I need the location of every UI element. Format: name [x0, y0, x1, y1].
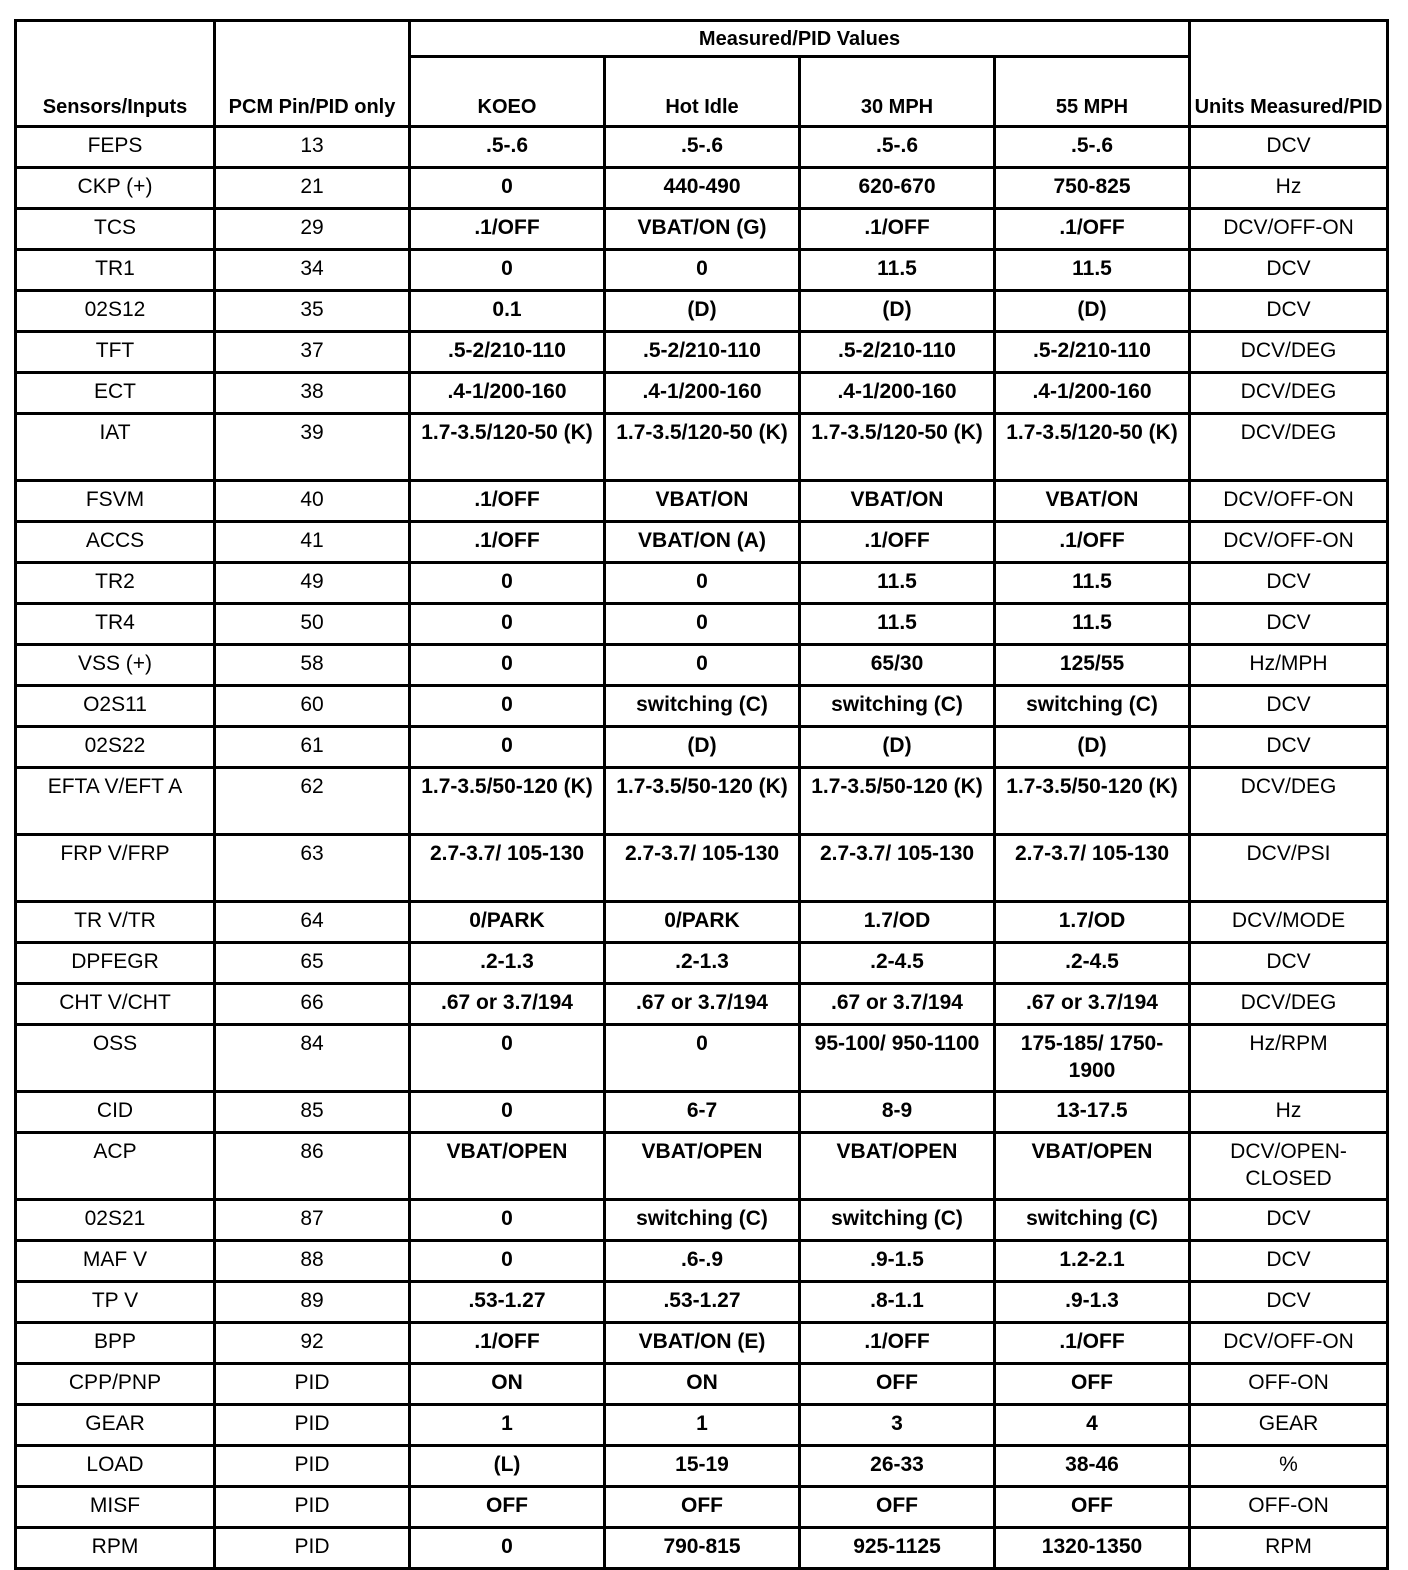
units-cell: RPM: [1190, 1528, 1388, 1569]
units-cell: Hz/MPH: [1190, 645, 1388, 686]
pcm-pin-cell: 89: [215, 1282, 410, 1323]
mph55-value: .1/OFF: [995, 1323, 1190, 1364]
koeo-value: 0: [410, 1200, 605, 1241]
units-cell: OFF-ON: [1190, 1364, 1388, 1405]
hot-idle-value: (D): [605, 727, 800, 768]
mph55-value: 11.5: [995, 250, 1190, 291]
pcm-pin-cell: 39: [215, 414, 410, 481]
mph30-value: 26-33: [800, 1446, 995, 1487]
mph30-value: (D): [800, 727, 995, 768]
table-row: [16, 1405, 1388, 1446]
mph30-value: 620-670: [800, 168, 995, 209]
sensor-cell: 02S12: [16, 291, 215, 332]
pcm-pin-cell: 21: [215, 168, 410, 209]
sensor-cell: GEAR: [16, 1405, 215, 1446]
mph55-value: .1/OFF: [995, 209, 1190, 250]
koeo-value: .1/OFF: [410, 481, 605, 522]
koeo-value: 1.7-3.5/50-120 (K): [410, 768, 605, 835]
mph30-value: VBAT/OPEN: [800, 1133, 995, 1200]
sensor-cell: TR4: [16, 604, 215, 645]
mph55-value: VBAT/OPEN: [995, 1133, 1190, 1200]
header-koeo: KOEO: [410, 57, 605, 127]
mph55-value: 13-17.5: [995, 1092, 1190, 1133]
sensor-cell: CID: [16, 1092, 215, 1133]
koeo-value: 0: [410, 645, 605, 686]
units-cell: DCV: [1190, 686, 1388, 727]
table-row: [16, 522, 1388, 563]
sensor-cell: TP V: [16, 1282, 215, 1323]
mph55-value: .9-1.3: [995, 1282, 1190, 1323]
header-units-measured: Units Measured/PID: [1190, 21, 1388, 127]
mph30-value: .5-2/210-110: [800, 332, 995, 373]
sensor-cell: OSS: [16, 1025, 215, 1092]
mph30-value: 1.7/OD: [800, 902, 995, 943]
units-cell: DCV/DEG: [1190, 414, 1388, 481]
mph30-value: 8-9: [800, 1092, 995, 1133]
pcm-pin-cell: 87: [215, 1200, 410, 1241]
pcm-pin-cell: 35: [215, 291, 410, 332]
mph55-value: .5-.6: [995, 127, 1190, 168]
mph55-value: 750-825: [995, 168, 1190, 209]
table-row: [16, 1282, 1388, 1323]
koeo-value: .4-1/200-160: [410, 373, 605, 414]
koeo-value: 1.7-3.5/120-50 (K): [410, 414, 605, 481]
units-cell: DCV/DEG: [1190, 332, 1388, 373]
mph55-value: .1/OFF: [995, 522, 1190, 563]
table-row: [16, 943, 1388, 984]
mph30-value: switching (C): [800, 1200, 995, 1241]
hot-idle-value: 0: [605, 1025, 800, 1092]
units-cell: DCV: [1190, 1282, 1388, 1323]
pcm-pin-cell: 88: [215, 1241, 410, 1282]
pcm-pin-cell: 65: [215, 943, 410, 984]
koeo-value: 0: [410, 250, 605, 291]
koeo-value: 0: [410, 1241, 605, 1282]
hot-idle-value: .5-.6: [605, 127, 800, 168]
units-cell: DCV: [1190, 250, 1388, 291]
pcm-pin-cell: PID: [215, 1364, 410, 1405]
sensor-cell: TCS: [16, 209, 215, 250]
table-row: [16, 1323, 1388, 1364]
hot-idle-value: 1.7-3.5/50-120 (K): [605, 768, 800, 835]
mph30-value: .4-1/200-160: [800, 373, 995, 414]
units-cell: DCV: [1190, 943, 1388, 984]
sensor-cell: 02S22: [16, 727, 215, 768]
units-cell: DCV/OFF-ON: [1190, 1323, 1388, 1364]
mph30-value: 95-100/ 950-1100: [800, 1025, 995, 1092]
hot-idle-value: 440-490: [605, 168, 800, 209]
table-row: [16, 727, 1388, 768]
hot-idle-value: 15-19: [605, 1446, 800, 1487]
sensor-cell: CHT V/CHT: [16, 984, 215, 1025]
sensor-cell: ACP: [16, 1133, 215, 1200]
table-row: [16, 1364, 1388, 1405]
sensor-cell: LOAD: [16, 1446, 215, 1487]
pcm-pin-cell: PID: [215, 1405, 410, 1446]
hot-idle-value: 1.7-3.5/120-50 (K): [605, 414, 800, 481]
pid-values-table: [14, 19, 1389, 1570]
mph55-value: 11.5: [995, 563, 1190, 604]
hot-idle-value: switching (C): [605, 686, 800, 727]
koeo-value: .5-.6: [410, 127, 605, 168]
koeo-value: 0: [410, 727, 605, 768]
table-row: [16, 209, 1388, 250]
table-row: [16, 332, 1388, 373]
table-row: [16, 604, 1388, 645]
sensor-cell: TR2: [16, 563, 215, 604]
koeo-value: 0: [410, 563, 605, 604]
mph30-value: 11.5: [800, 604, 995, 645]
koeo-value: .67 or 3.7/194: [410, 984, 605, 1025]
units-cell: DCV: [1190, 563, 1388, 604]
sensor-cell: FEPS: [16, 127, 215, 168]
table-row: [16, 250, 1388, 291]
mph30-value: 3: [800, 1405, 995, 1446]
koeo-value: 0: [410, 686, 605, 727]
header-measured-pid-values: Measured/PID Values: [410, 21, 1190, 57]
pcm-pin-cell: 62: [215, 768, 410, 835]
koeo-value: (L): [410, 1446, 605, 1487]
mph30-value: .2-4.5: [800, 943, 995, 984]
hot-idle-value: (D): [605, 291, 800, 332]
table-row: [16, 1241, 1388, 1282]
mph30-value: .1/OFF: [800, 209, 995, 250]
table-row: [16, 414, 1388, 481]
hot-idle-value: ON: [605, 1364, 800, 1405]
koeo-value: 0: [410, 604, 605, 645]
table-row: [16, 563, 1388, 604]
mph55-value: .2-4.5: [995, 943, 1190, 984]
sensor-cell: O2S11: [16, 686, 215, 727]
table-row: [16, 127, 1388, 168]
table-row: [16, 835, 1388, 902]
mph55-value: OFF: [995, 1487, 1190, 1528]
mph55-value: 2.7-3.7/ 105-130: [995, 835, 1190, 902]
pcm-pin-cell: 29: [215, 209, 410, 250]
sensor-cell: FRP V/FRP: [16, 835, 215, 902]
mph55-value: 1320-1350: [995, 1528, 1190, 1569]
koeo-value: .1/OFF: [410, 209, 605, 250]
sensor-cell: IAT: [16, 414, 215, 481]
units-cell: Hz/RPM: [1190, 1025, 1388, 1092]
units-cell: Hz: [1190, 1092, 1388, 1133]
hot-idle-value: 6-7: [605, 1092, 800, 1133]
sensor-cell: 02S21: [16, 1200, 215, 1241]
units-cell: %: [1190, 1446, 1388, 1487]
table-row: [16, 1025, 1388, 1092]
hot-idle-value: 790-815: [605, 1528, 800, 1569]
mph55-value: .5-2/210-110: [995, 332, 1190, 373]
units-cell: DCV: [1190, 604, 1388, 645]
pcm-pin-cell: PID: [215, 1446, 410, 1487]
units-cell: DCV/DEG: [1190, 984, 1388, 1025]
mph30-value: (D): [800, 291, 995, 332]
hot-idle-value: VBAT/ON (G): [605, 209, 800, 250]
table-row: [16, 373, 1388, 414]
hot-idle-value: .6-.9: [605, 1241, 800, 1282]
koeo-value: 0: [410, 1025, 605, 1092]
header-30-mph: 30 MPH: [800, 57, 995, 127]
mph30-value: .9-1.5: [800, 1241, 995, 1282]
mph30-value: .8-1.1: [800, 1282, 995, 1323]
mph55-value: 11.5: [995, 604, 1190, 645]
hot-idle-value: 0: [605, 250, 800, 291]
table-body: [16, 127, 1388, 1569]
koeo-value: .53-1.27: [410, 1282, 605, 1323]
koeo-value: OFF: [410, 1487, 605, 1528]
pcm-pin-cell: 92: [215, 1323, 410, 1364]
mph55-value: .4-1/200-160: [995, 373, 1190, 414]
hot-idle-value: .5-2/210-110: [605, 332, 800, 373]
mph55-value: (D): [995, 291, 1190, 332]
sensor-cell: MAF V: [16, 1241, 215, 1282]
sensor-cell: CKP (+): [16, 168, 215, 209]
koeo-value: 1: [410, 1405, 605, 1446]
pcm-pin-cell: PID: [215, 1528, 410, 1569]
mph30-value: VBAT/ON: [800, 481, 995, 522]
mph30-value: .5-.6: [800, 127, 995, 168]
koeo-value: .2-1.3: [410, 943, 605, 984]
mph55-value: switching (C): [995, 686, 1190, 727]
sensor-cell: BPP: [16, 1323, 215, 1364]
koeo-value: 0.1: [410, 291, 605, 332]
koeo-value: 0: [410, 168, 605, 209]
table-row: [16, 1487, 1388, 1528]
hot-idle-value: VBAT/ON: [605, 481, 800, 522]
mph55-value: 4: [995, 1405, 1190, 1446]
pcm-pin-cell: 60: [215, 686, 410, 727]
mph55-value: switching (C): [995, 1200, 1190, 1241]
units-cell: DCV/OFF-ON: [1190, 209, 1388, 250]
units-cell: DCV/OPEN- CLOSED: [1190, 1133, 1388, 1200]
hot-idle-value: .67 or 3.7/194: [605, 984, 800, 1025]
mph30-value: 1.7-3.5/50-120 (K): [800, 768, 995, 835]
table-row: [16, 768, 1388, 835]
units-cell: DCV: [1190, 1241, 1388, 1282]
sensor-cell: FSVM: [16, 481, 215, 522]
hot-idle-value: 0: [605, 604, 800, 645]
mph55-value: 38-46: [995, 1446, 1190, 1487]
table-row: [16, 1133, 1388, 1200]
mph55-value: .67 or 3.7/194: [995, 984, 1190, 1025]
sensor-cell: TR1: [16, 250, 215, 291]
units-cell: DCV: [1190, 291, 1388, 332]
table-row: [16, 1446, 1388, 1487]
mph30-value: OFF: [800, 1487, 995, 1528]
hot-idle-value: 2.7-3.7/ 105-130: [605, 835, 800, 902]
units-cell: DCV/DEG: [1190, 768, 1388, 835]
mph30-value: 2.7-3.7/ 105-130: [800, 835, 995, 902]
units-cell: DCV/PSI: [1190, 835, 1388, 902]
mph55-value: 1.7-3.5/120-50 (K): [995, 414, 1190, 481]
hot-idle-value: 0: [605, 645, 800, 686]
table-row: [16, 984, 1388, 1025]
table-row: [16, 481, 1388, 522]
mph55-value: OFF: [995, 1364, 1190, 1405]
pcm-pin-cell: 34: [215, 250, 410, 291]
pcm-pin-cell: 58: [215, 645, 410, 686]
pcm-pin-cell: 37: [215, 332, 410, 373]
units-cell: GEAR: [1190, 1405, 1388, 1446]
pcm-pin-cell: 49: [215, 563, 410, 604]
mph55-value: 1.2-2.1: [995, 1241, 1190, 1282]
sensor-cell: ECT: [16, 373, 215, 414]
units-cell: DCV/OFF-ON: [1190, 481, 1388, 522]
hot-idle-value: 1: [605, 1405, 800, 1446]
mph55-value: 1.7/OD: [995, 902, 1190, 943]
hot-idle-value: OFF: [605, 1487, 800, 1528]
mph30-value: 925-1125: [800, 1528, 995, 1569]
sensor-cell: TFT: [16, 332, 215, 373]
mph30-value: .1/OFF: [800, 522, 995, 563]
hot-idle-value: VBAT/ON (E): [605, 1323, 800, 1364]
mph55-value: VBAT/ON: [995, 481, 1190, 522]
hot-idle-value: .4-1/200-160: [605, 373, 800, 414]
mph55-value: 125/55: [995, 645, 1190, 686]
koeo-value: ON: [410, 1364, 605, 1405]
header-55-mph: 55 MPH: [995, 57, 1190, 127]
mph30-value: 11.5: [800, 563, 995, 604]
sensor-cell: MISF: [16, 1487, 215, 1528]
pcm-pin-cell: 40: [215, 481, 410, 522]
koeo-value: 0: [410, 1092, 605, 1133]
sensor-cell: RPM: [16, 1528, 215, 1569]
sensor-cell: VSS (+): [16, 645, 215, 686]
koeo-value: .5-2/210-110: [410, 332, 605, 373]
koeo-value: 2.7-3.7/ 105-130: [410, 835, 605, 902]
table-header: [16, 21, 1388, 127]
hot-idle-value: VBAT/ON (A): [605, 522, 800, 563]
mph30-value: OFF: [800, 1364, 995, 1405]
hot-idle-value: .2-1.3: [605, 943, 800, 984]
pcm-pin-cell: 86: [215, 1133, 410, 1200]
sensor-cell: ACCS: [16, 522, 215, 563]
header-hot-idle: Hot Idle: [605, 57, 800, 127]
table-row: [16, 902, 1388, 943]
koeo-value: 0: [410, 1528, 605, 1569]
units-cell: DCV: [1190, 127, 1388, 168]
pcm-pin-cell: 50: [215, 604, 410, 645]
mph30-value: switching (C): [800, 686, 995, 727]
units-cell: DCV/MODE: [1190, 902, 1388, 943]
pcm-pin-cell: 85: [215, 1092, 410, 1133]
units-cell: DCV: [1190, 1200, 1388, 1241]
sensor-cell: EFTA V/EFT A: [16, 768, 215, 835]
hot-idle-value: .53-1.27: [605, 1282, 800, 1323]
table-row: [16, 1200, 1388, 1241]
units-cell: DCV/DEG: [1190, 373, 1388, 414]
koeo-value: 0/PARK: [410, 902, 605, 943]
koeo-value: .1/OFF: [410, 522, 605, 563]
hot-idle-value: VBAT/OPEN: [605, 1133, 800, 1200]
table-row: [16, 645, 1388, 686]
header-sensors-inputs: Sensors/Inputs: [16, 21, 215, 127]
units-cell: Hz: [1190, 168, 1388, 209]
mph30-value: .67 or 3.7/194: [800, 984, 995, 1025]
koeo-value: VBAT/OPEN: [410, 1133, 605, 1200]
pcm-pin-cell: 41: [215, 522, 410, 563]
mph55-value: 1.7-3.5/50-120 (K): [995, 768, 1190, 835]
units-cell: OFF-ON: [1190, 1487, 1388, 1528]
mph55-value: 175-185/ 1750-1900: [995, 1025, 1190, 1092]
koeo-value: .1/OFF: [410, 1323, 605, 1364]
pcm-pin-cell: PID: [215, 1487, 410, 1528]
units-cell: DCV/OFF-ON: [1190, 522, 1388, 563]
table-row: [16, 686, 1388, 727]
pcm-pin-cell: 38: [215, 373, 410, 414]
sensor-cell: CPP/PNP: [16, 1364, 215, 1405]
table-row: [16, 1092, 1388, 1133]
header-pcm-pin-pid: PCM Pin/PID only: [215, 21, 410, 127]
hot-idle-value: switching (C): [605, 1200, 800, 1241]
pcm-pin-cell: 66: [215, 984, 410, 1025]
mph30-value: 11.5: [800, 250, 995, 291]
hot-idle-value: 0/PARK: [605, 902, 800, 943]
mph30-value: .1/OFF: [800, 1323, 995, 1364]
mph30-value: 1.7-3.5/120-50 (K): [800, 414, 995, 481]
mph55-value: (D): [995, 727, 1190, 768]
units-cell: DCV: [1190, 727, 1388, 768]
mph30-value: 65/30: [800, 645, 995, 686]
table-row: [16, 1528, 1388, 1569]
pcm-pin-cell: 64: [215, 902, 410, 943]
table-row: [16, 291, 1388, 332]
hot-idle-value: 0: [605, 563, 800, 604]
pcm-pin-cell: 84: [215, 1025, 410, 1092]
pcm-pin-cell: 63: [215, 835, 410, 902]
sensor-cell: DPFEGR: [16, 943, 215, 984]
table-row: [16, 168, 1388, 209]
pcm-pin-cell: 13: [215, 127, 410, 168]
pcm-pin-cell: 61: [215, 727, 410, 768]
sensor-cell: TR V/TR: [16, 902, 215, 943]
